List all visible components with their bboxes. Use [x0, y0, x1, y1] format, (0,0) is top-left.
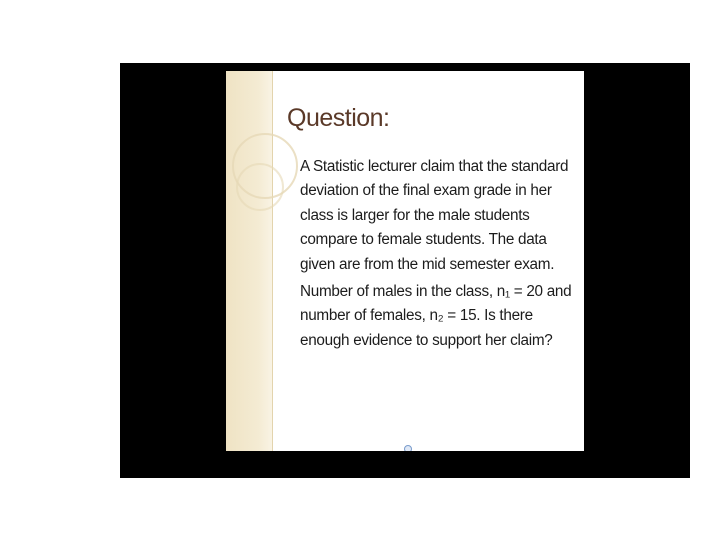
presentation-slide: [226, 71, 584, 451]
slide-title: Question:: [287, 104, 390, 132]
question-paragraph: [300, 155, 584, 277]
text-line: deviation of the final exam grade in her: [300, 182, 552, 200]
cursor-icon: [404, 445, 412, 451]
slide-body: [300, 155, 584, 356]
text-line: compare to female students. The data: [300, 231, 547, 249]
video-frame: [120, 63, 690, 478]
text-line: Number of males in the class, n₁ = 20 and: [300, 283, 572, 301]
text-line: enough evidence to support her claim?: [300, 331, 553, 349]
slide-side-band: [226, 71, 273, 451]
text-line: number of females, n₂ = 15. Is there: [300, 307, 533, 325]
text-line: given are from the mid semester exam.: [300, 255, 555, 273]
text-line: A Statistic lecturer claim that the standard: [300, 158, 569, 175]
text-line: class is larger for the male students: [300, 206, 530, 224]
decorative-ring-small: [236, 163, 284, 211]
sample-size-paragraph: [300, 280, 584, 353]
